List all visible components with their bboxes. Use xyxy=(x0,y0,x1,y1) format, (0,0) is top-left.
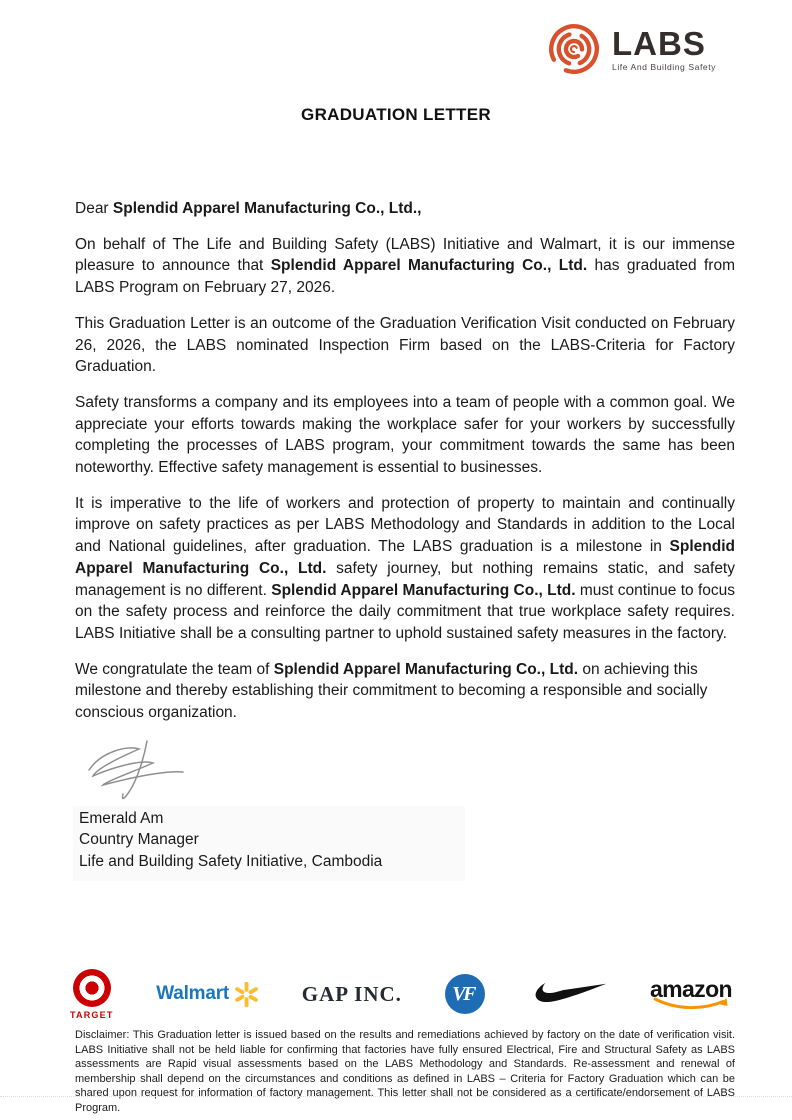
paragraph-text: must continue to focus on the safety process and reinforce the daily commitment that true workplace safety requires. LABS Initiative shall be a consulting partner to uphold sustained safety measures in the factory. xyxy=(75,581,736,642)
nike-swoosh-icon xyxy=(527,980,607,1009)
disclaimer-text: Disclaimer: This Graduation letter is issued based on the results and remediations achieved by factory on the date of verification visit. LABS Initiative shall not be held liable for confirming that factories have fully ensured Electrical, Fire and Structural Safety as LABS assessments are Rapid visual assessments based on the LABS Methodology and Standards. Re-assessment and renewal of membership shall depend on the circumstances and conditions as defined in LABS – Criteria for Factory Graduation which can be shared upon request for information of factory management. This letter shall not be considered as a certificate/endorsement of LABS Program. xyxy=(75,1029,735,1114)
paragraph-text: It is imperative to the life of workers and protection of property to maintain and continually improve on safety practices as per LABS Methodology and Standards in addition to the Local and National guidelines, after graduation. The LABS graduation is a milestone in xyxy=(75,494,735,556)
gap-logo xyxy=(302,982,402,1007)
company-name: Splendid Apparel Manufacturing Co., Ltd., xyxy=(112,200,422,217)
page-bottom-rule xyxy=(0,1096,792,1097)
walmart-spark-icon xyxy=(234,982,259,1007)
signature-block xyxy=(73,806,465,881)
labs-logo-text xyxy=(612,24,716,72)
vf-circle-icon xyxy=(445,974,485,1014)
company-name: Splendid Apparel Manufacturing Co., Ltd. xyxy=(271,581,576,599)
paragraph-text: This Graduation Letter is an outcome of the Graduation Verification Visit conducted on February 26, 2026, the LABS nominated Inspection Firm based on the LABS-Criteria for Factory Graduation. xyxy=(75,314,735,376)
gap-wordmark: GAP INC. xyxy=(301,981,402,1006)
paragraph-text: has graduated from LABS Program on February 27, 2026. xyxy=(75,257,735,297)
page-title: GRADUATION LETTER xyxy=(301,105,491,124)
paragraph-text: On behalf of The Life and Building Safety (LABS) Initiative and Walmart, it is our immense pleasure to announce that xyxy=(75,235,735,275)
signature-image xyxy=(83,738,203,804)
signatory-name: Emerald Am xyxy=(79,809,164,827)
paragraph-verification-visit xyxy=(75,313,735,378)
company-name: Splendid Apparel Manufacturing Co., Ltd. xyxy=(75,538,735,577)
salutation-prefix: Dear xyxy=(75,200,113,217)
labs-logo xyxy=(547,22,716,76)
salutation xyxy=(75,198,735,220)
paragraph-text: Safety transforms a company and its employees into a team of people with a common goal. We appreciate your efforts towards making the workplace safer for your workers by successfully completing the processes of LABS program, your commitment towards the same has been noteworthy. Effective safety management is essential to businesses. xyxy=(75,393,735,477)
signatory-org: Life and Building Safety Initiative, Cambodia xyxy=(79,853,383,871)
paragraph-congratulations xyxy=(75,659,735,724)
labs-tagline: Life And Building Safety xyxy=(612,61,716,72)
amazon-wordmark: amazon xyxy=(649,975,732,1002)
signatory-role: Country Manager xyxy=(79,831,199,849)
labs-waves-icon xyxy=(547,22,601,76)
walmart-wordmark: Walmart xyxy=(156,983,230,1004)
target-label: TARGET xyxy=(70,1009,114,1020)
company-name: Splendid Apparel Manufacturing Co., Ltd. xyxy=(270,257,588,275)
target-bullseye-icon xyxy=(73,969,111,1007)
paragraph-imperative xyxy=(75,493,735,645)
nike-logo xyxy=(527,980,607,1009)
target-logo xyxy=(70,969,114,1020)
paragraph-safety-transforms xyxy=(75,392,735,479)
brand-logos-row xyxy=(70,958,732,1030)
vf-wordmark: VF xyxy=(452,982,474,1005)
labs-wordmark: LABS xyxy=(612,24,706,62)
paragraph-text: safety journey, but nothing remains static, and safety management is no different. xyxy=(75,559,735,599)
paragraph-announcement xyxy=(75,234,735,299)
company-name: Splendid Apparel Manufacturing Co., Ltd. xyxy=(273,660,579,678)
amazon-smile-icon xyxy=(651,997,731,1011)
paragraph-text: on achieving this milestone and thereby establishing their commitment to becoming a responsible and socially conscious organization. xyxy=(75,660,708,722)
walmart-logo xyxy=(156,982,259,1007)
vf-logo xyxy=(445,974,485,1014)
letter-body xyxy=(75,198,735,881)
amazon-logo xyxy=(649,975,732,1011)
paragraph-text: We congratulate the team of xyxy=(75,660,274,678)
